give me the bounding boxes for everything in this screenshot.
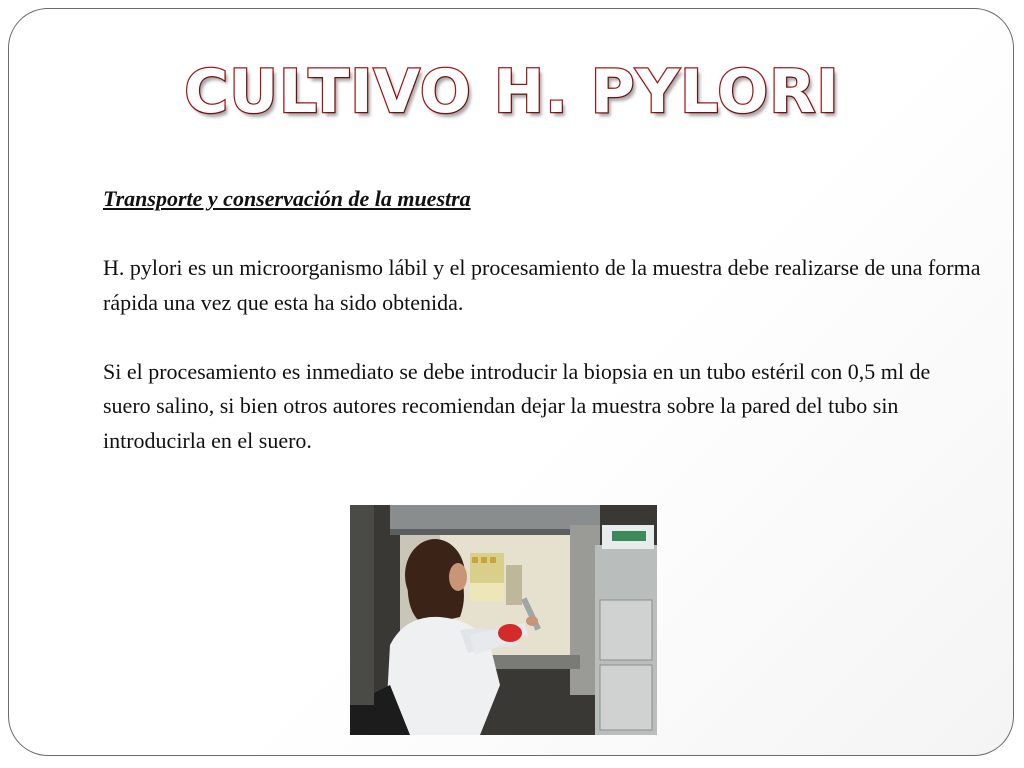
lab-photo: [350, 505, 657, 735]
slide-body: [103, 182, 983, 493]
section-subtitle: Transporte y conservación de la muestra: [103, 186, 471, 211]
paragraph-1: H. pylori es un microorganismo lábil y el procesamiento de la muestra debe realizarse de una forma rápida una vez que esta ha sido obtenida.: [103, 255, 981, 315]
paragraph-2: Si el procesamiento es inmediato se debe introducir la biopsia en un tubo estéril con 0,5 ml de suero salino, si bien otros autores recomiendan dejar la muestra sobre la pared del tubo sin introducirla en el suero.: [103, 358, 931, 453]
slide-title: CULTIVO H. PYLORI: [184, 57, 840, 127]
